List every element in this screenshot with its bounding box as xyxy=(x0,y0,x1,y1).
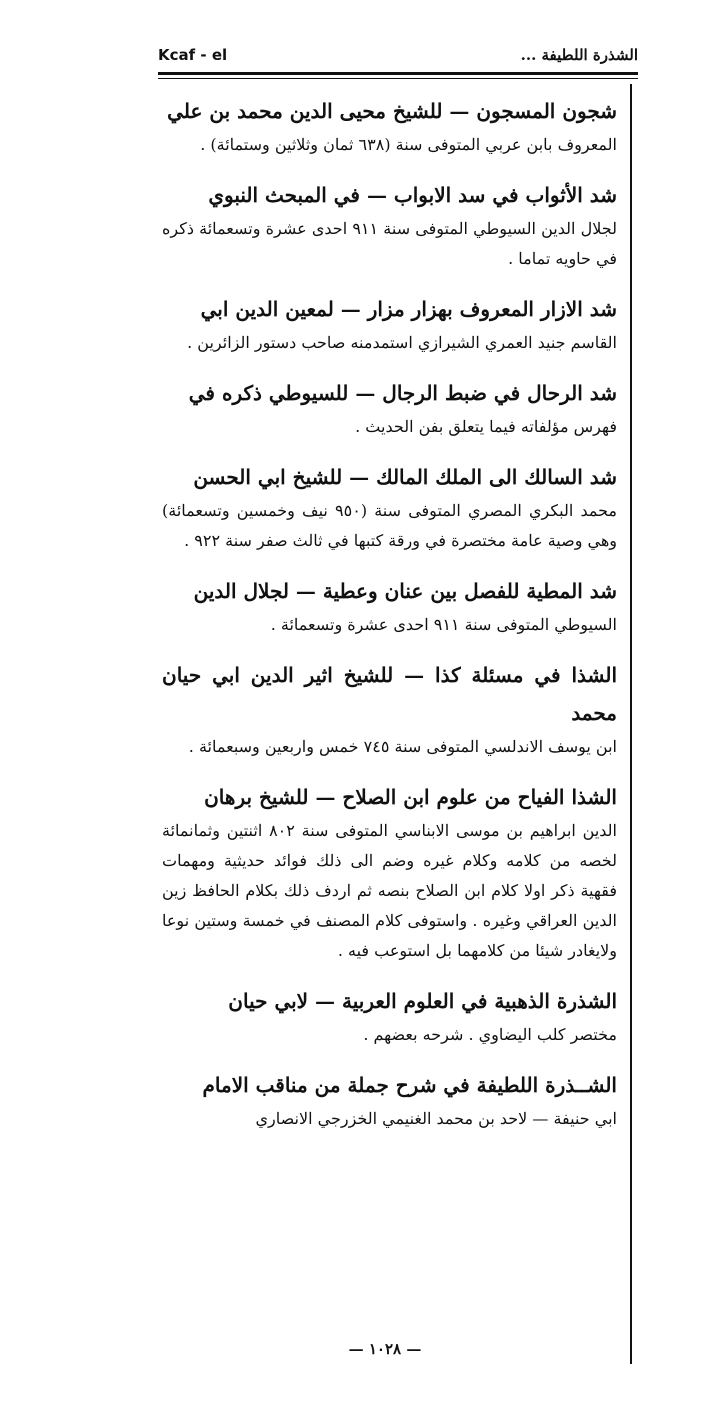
entry-text: الدين ابراهيم بن موسى الابناسي المتوفى سنة ٨٠٢ اثنتين وثمانمائة لخصه من كلامه وكلام غيره وضم الى ذلك فوائد حديثية ومهمات فقهية ذكر اولا كلام ابن الصلاح بنصه ثم اردف ذلك بكلام الحافظ زين الدين العراقي وغيره . واستوفى كلام المصنف في خمسة وستين نوعا ولايغادر شيئا من كلامهما بل استوعب فيه . xyxy=(162,821,617,960)
entry-title: شد الازار المعروف بهزار مزار — لمعين الدين ابي xyxy=(200,297,617,321)
header-running-title-arabic: الشذرة اللطيفة ... xyxy=(520,46,638,64)
entry xyxy=(162,374,617,442)
entry-title: الشذا في مسئلة كذا — للشيخ اثير الدين ابي حيان محمد xyxy=(162,663,617,725)
entry-text: لجلال الدين السيوطي المتوفى سنة ٩١١ احدى عشرة وتسعمائة ذكره في حاويه تماما . xyxy=(162,219,617,268)
entry xyxy=(162,778,617,966)
page-header xyxy=(158,40,638,70)
entry-title: شد السالك الى الملك المالك — للشيخ ابي الحسن xyxy=(193,465,617,489)
entry-text: السيوطي المتوفى سنة ٩١١ احدى عشرة وتسعمائة . xyxy=(270,615,617,634)
entry-list xyxy=(162,92,617,1150)
entry-text: مختصر كلب اليضاوي . شرحه بعضهم . xyxy=(363,1025,617,1044)
entry xyxy=(162,572,617,640)
entry-title: الشــذرة اللطيفة في شرح جملة من مناقب الامام xyxy=(202,1073,617,1097)
page-number: — ١٠٢٨ — xyxy=(348,1340,422,1358)
entry-text: المعروف بابن عربي المتوفى سنة (٦٣٨ ثمان وثلاثين وستمائة) . xyxy=(200,135,617,154)
entry-title: الشذا الفياح من علوم ابن الصلاح — للشيخ برهان xyxy=(204,785,617,809)
entry xyxy=(162,982,617,1050)
entry xyxy=(162,1066,617,1134)
entry-title: الشذرة الذهبية في العلوم العربية — لابي حيان xyxy=(228,989,617,1013)
entry-text: القاسم جنيد العمري الشيرازي استمدمنه صاحب دستور الزائرين . xyxy=(187,333,617,352)
header-rule-thick xyxy=(158,72,638,75)
header-running-title-latin: Kcaf - el xyxy=(158,46,228,64)
entry xyxy=(162,290,617,358)
entry xyxy=(162,176,617,274)
entry-text: فهرس مؤلفاته فيما يتعلق بفن الحديث . xyxy=(355,417,617,436)
entry-title: شد الأثواب في سد الابواب — في المبحث النبوي xyxy=(208,183,617,207)
entry-text: ابن يوسف الاندلسي المتوفى سنة ٧٤٥ خمس واربعين وسبعمائة . xyxy=(188,737,617,756)
entry-title: شجون المسجون — للشيخ محيى الدين محمد بن علي xyxy=(167,99,617,123)
entry-text: ابي حنيفة — لاحد بن محمد الغنيمي الخزرجي الانصاري xyxy=(255,1109,617,1128)
entry-title: شد المطية للفصل بين عنان وعطية — لجلال الدين xyxy=(193,579,617,603)
header-rule-thin xyxy=(158,78,638,79)
entry xyxy=(162,458,617,556)
entry-title: شد الرحال في ضبط الرجال — للسيوطي ذكره في xyxy=(188,381,617,405)
entry xyxy=(162,92,617,160)
entry xyxy=(162,656,617,762)
entry-text: محمد البكري المصري المتوفى سنة (٩٥٠ نيف وخمسين وتسعمائة) وهي وصية عامة مختصرة في ورقة كتبها في ثالث صفر سنة ٩٢٢ . xyxy=(162,501,618,550)
margin-rule xyxy=(630,84,632,1364)
